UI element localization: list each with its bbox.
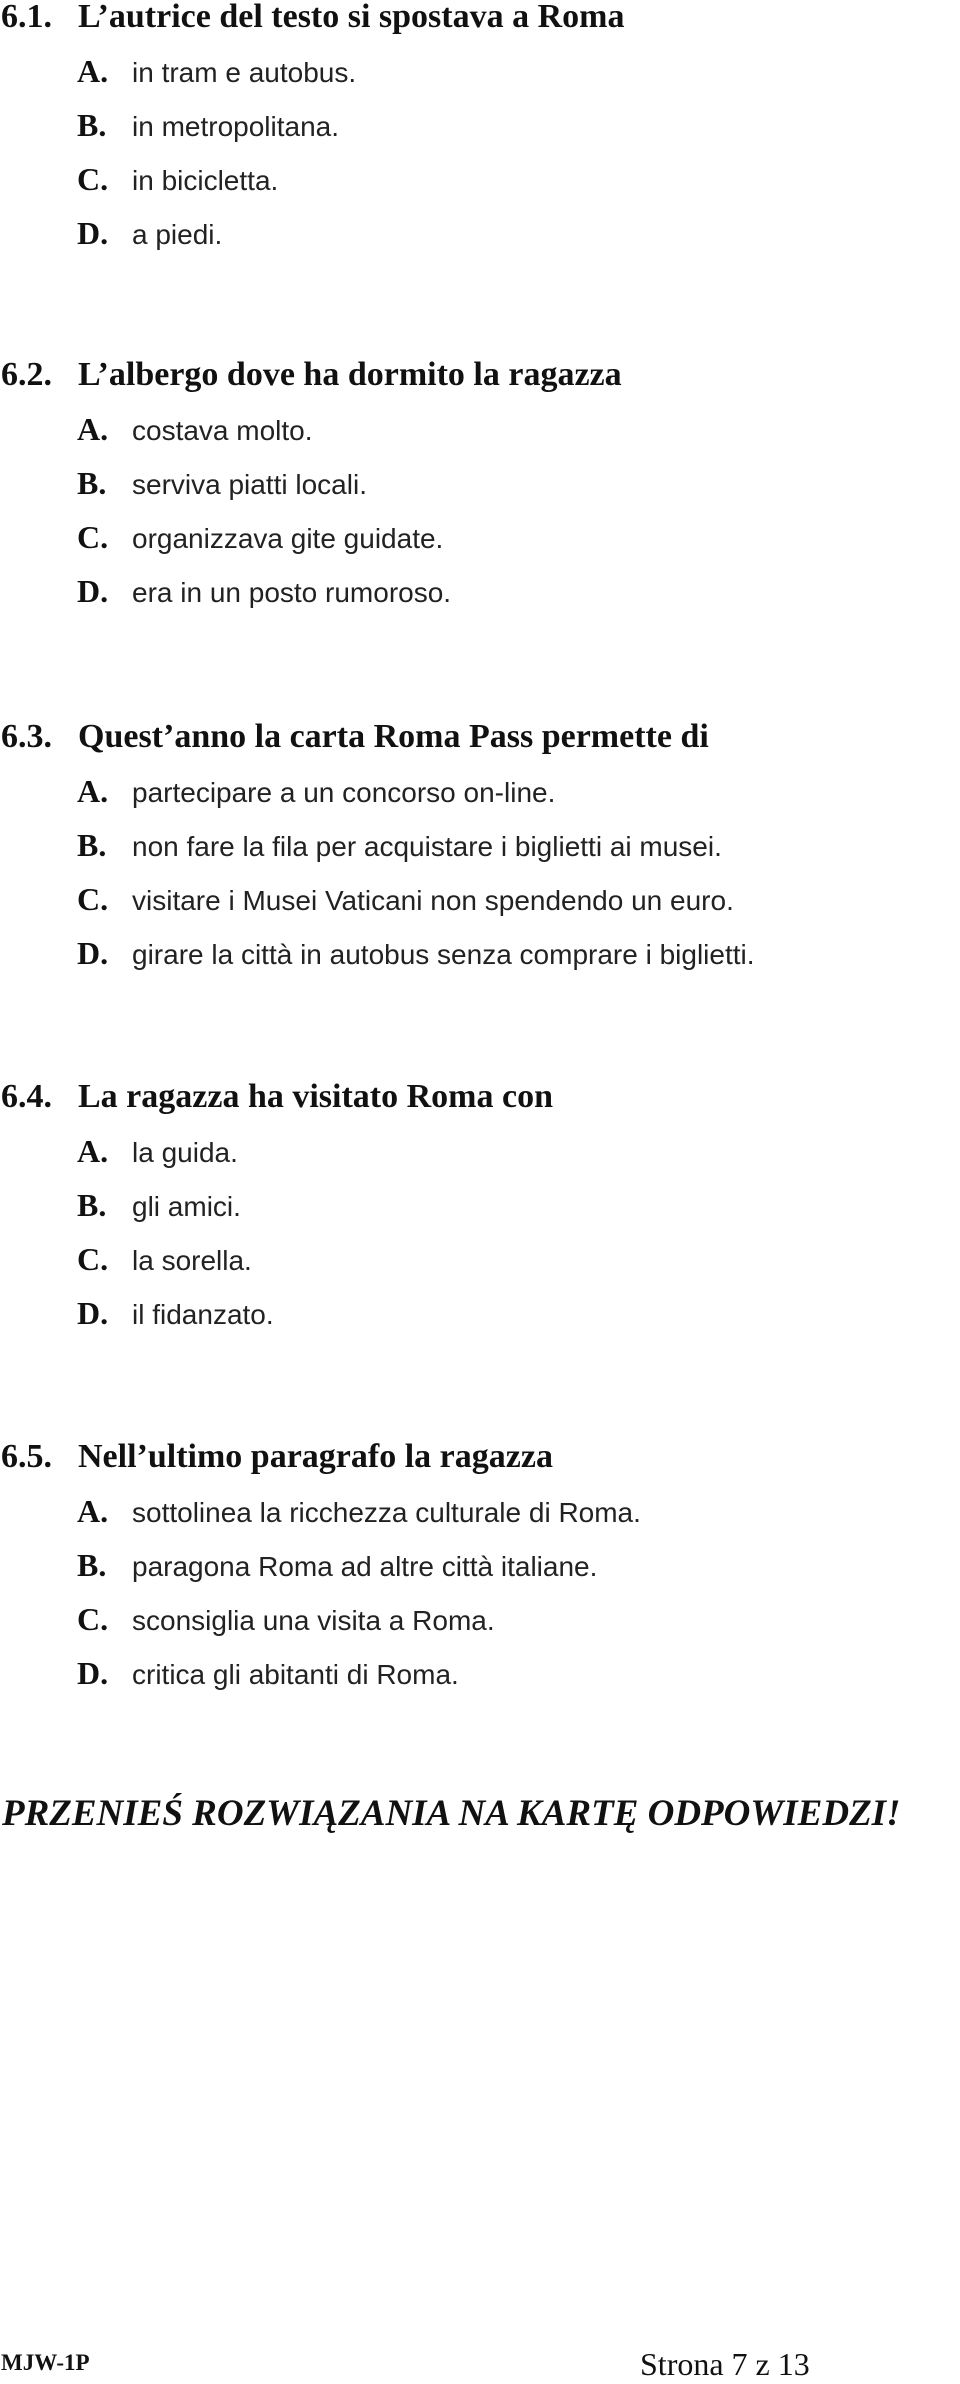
question-heading bbox=[0, 710, 960, 764]
question-heading bbox=[0, 1430, 960, 1484]
question-number: 6.2. bbox=[1, 356, 52, 393]
transfer-answers-notice: PRZENIEŚ ROZWIĄZANIA NA KARTĘ ODPOWIEDZI! bbox=[2, 1793, 901, 1834]
question-heading bbox=[0, 1070, 960, 1124]
option-text: a piedi. bbox=[132, 219, 223, 250]
option-text: non fare la fila per acquistare i biglietti ai musei. bbox=[132, 831, 722, 862]
option-list bbox=[0, 1124, 960, 1340]
option-a bbox=[0, 44, 960, 98]
page-footer bbox=[0, 2346, 960, 2384]
question-number: 6.4. bbox=[1, 1078, 52, 1115]
question-prompt: La ragazza ha visitato Roma con bbox=[78, 1078, 554, 1115]
option-letter: A. bbox=[77, 773, 109, 809]
option-list bbox=[0, 44, 960, 260]
option-text: era in un posto rumoroso. bbox=[132, 577, 452, 608]
option-text: in metropolitana. bbox=[132, 111, 340, 142]
question-prompt: Nell’ultimo paragrafo la ragazza bbox=[78, 1438, 553, 1475]
option-b bbox=[0, 456, 960, 510]
option-text: partecipare a un concorso on-line. bbox=[132, 777, 556, 808]
option-c bbox=[0, 872, 960, 926]
option-letter: C. bbox=[77, 881, 109, 917]
question-6-1 bbox=[0, 0, 960, 260]
option-letter: B. bbox=[77, 1187, 107, 1223]
exam-code: MJW-1P bbox=[1, 2350, 90, 2375]
question-6-4 bbox=[0, 1070, 960, 1340]
option-text: il fidanzato. bbox=[132, 1299, 274, 1330]
option-d bbox=[0, 926, 960, 980]
option-letter: A. bbox=[77, 1133, 109, 1169]
question-number: 6.1. bbox=[1, 0, 52, 35]
option-c bbox=[0, 152, 960, 206]
option-d bbox=[0, 206, 960, 260]
option-letter: C. bbox=[77, 519, 109, 555]
option-text: gli amici. bbox=[132, 1191, 241, 1222]
option-text: visitare i Musei Vaticani non spendendo un euro. bbox=[132, 885, 734, 916]
option-c bbox=[0, 510, 960, 564]
option-b bbox=[0, 1178, 960, 1232]
option-letter: C. bbox=[77, 1241, 109, 1277]
question-6-2 bbox=[0, 348, 960, 618]
option-d bbox=[0, 564, 960, 618]
option-letter: A. bbox=[77, 411, 109, 447]
option-text: organizzava gite guidate. bbox=[132, 523, 444, 554]
option-text: paragona Roma ad altre città italiane. bbox=[132, 1551, 598, 1582]
option-list bbox=[0, 1484, 960, 1700]
option-letter: D. bbox=[77, 215, 109, 251]
option-a bbox=[0, 764, 960, 818]
question-prompt: L’albergo dove ha dormito la ragazza bbox=[78, 356, 622, 393]
page-number: Strona 7 z 13 bbox=[640, 2346, 810, 2382]
option-letter: D. bbox=[77, 573, 109, 609]
option-c bbox=[0, 1232, 960, 1286]
option-list bbox=[0, 764, 960, 980]
option-text: in tram e autobus. bbox=[132, 57, 357, 88]
option-d bbox=[0, 1286, 960, 1340]
option-letter: B. bbox=[77, 465, 107, 501]
option-b bbox=[0, 818, 960, 872]
question-heading bbox=[0, 0, 960, 44]
option-a bbox=[0, 1484, 960, 1538]
option-list bbox=[0, 402, 960, 618]
question-6-3 bbox=[0, 710, 960, 980]
option-letter: B. bbox=[77, 107, 107, 143]
option-letter: D. bbox=[77, 935, 109, 971]
option-a bbox=[0, 402, 960, 456]
option-letter: D. bbox=[77, 1295, 109, 1331]
option-a bbox=[0, 1124, 960, 1178]
option-letter: B. bbox=[77, 827, 107, 863]
option-c bbox=[0, 1592, 960, 1646]
option-letter: A. bbox=[77, 53, 109, 89]
option-letter: D. bbox=[77, 1655, 109, 1691]
option-text: serviva piatti locali. bbox=[132, 469, 367, 500]
question-prompt: Quest’anno la carta Roma Pass permette di bbox=[78, 718, 709, 755]
option-text: girare la città in autobus senza comprare i biglietti. bbox=[132, 939, 755, 970]
option-letter: C. bbox=[77, 161, 109, 197]
option-text: critica gli abitanti di Roma. bbox=[132, 1659, 459, 1690]
option-text: la sorella. bbox=[132, 1245, 252, 1276]
option-text: la guida. bbox=[132, 1137, 238, 1168]
option-text: sconsiglia una visita a Roma. bbox=[132, 1605, 495, 1636]
option-letter: A. bbox=[77, 1493, 109, 1529]
question-prompt: L’autrice del testo si spostava a Roma bbox=[78, 0, 625, 35]
option-d bbox=[0, 1646, 960, 1700]
option-letter: C. bbox=[77, 1601, 109, 1637]
option-b bbox=[0, 1538, 960, 1592]
option-text: costava molto. bbox=[132, 415, 313, 446]
option-letter: B. bbox=[77, 1547, 107, 1583]
question-6-5 bbox=[0, 1430, 960, 1700]
option-b bbox=[0, 98, 960, 152]
question-heading bbox=[0, 348, 960, 402]
option-text: in bicicletta. bbox=[132, 165, 279, 196]
question-number: 6.3. bbox=[1, 718, 52, 755]
question-number: 6.5. bbox=[1, 1438, 52, 1475]
option-text: sottolinea la ricchezza culturale di Roma. bbox=[132, 1497, 641, 1528]
